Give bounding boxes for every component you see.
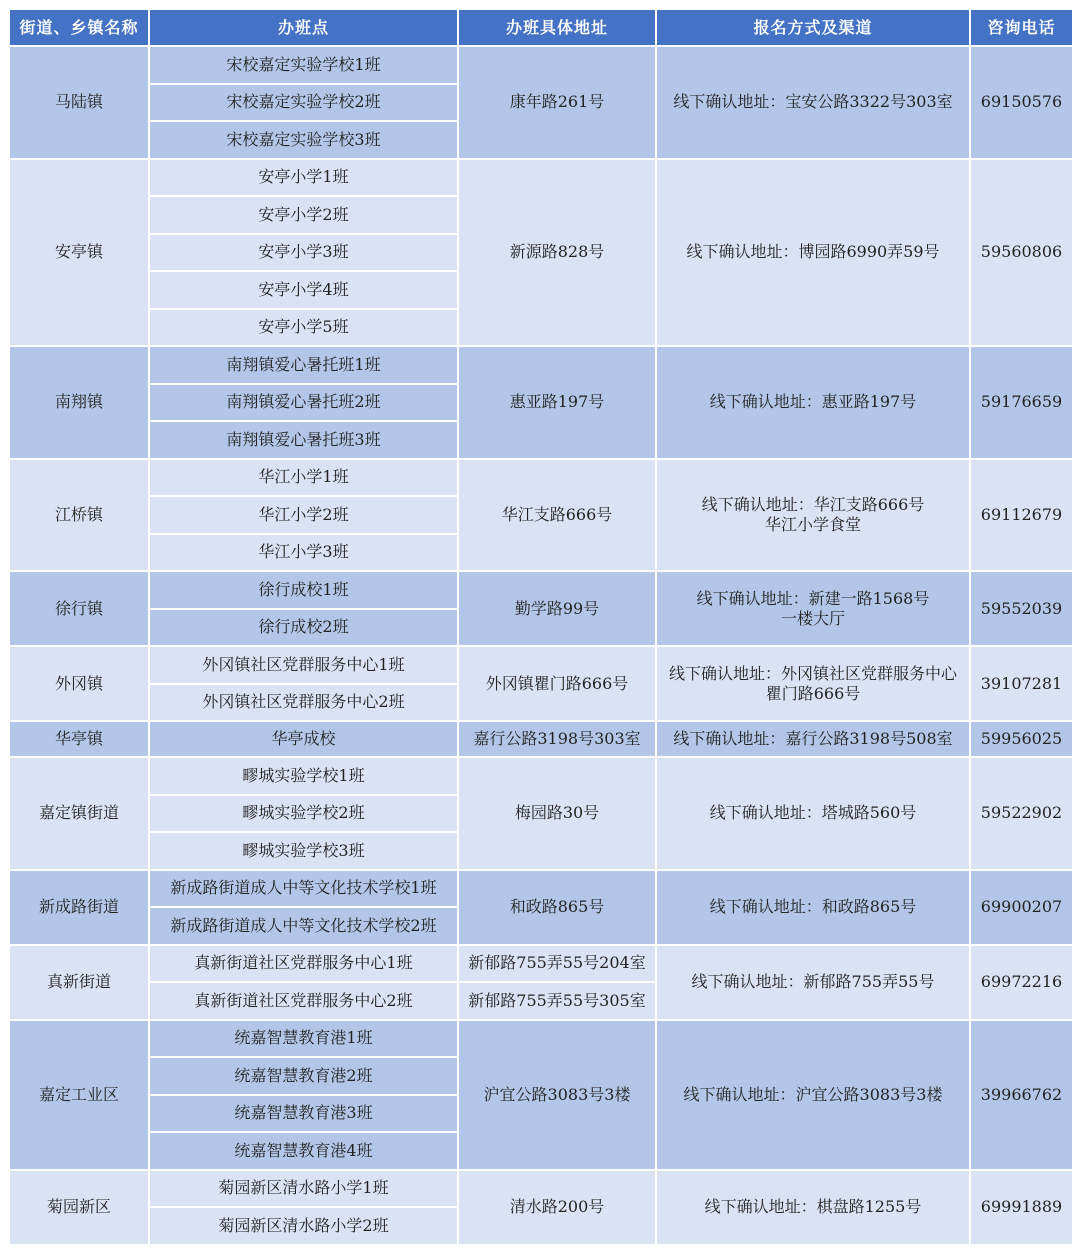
table-row [9,646,1073,684]
class-site-cell: 华亭成校 [149,721,458,757]
signup-cell [656,346,970,459]
class-site-cell: 宋校嘉定实验学校3班 [149,121,458,159]
header-phone: 咨询电话 [970,9,1073,46]
signup-cell [656,46,970,159]
signup-line: 线下确认地址：沪宜公路3083号3楼 [683,1084,943,1104]
table-row [9,159,1073,197]
class-site-cell: 徐行成校1班 [149,571,458,609]
phone-cell: 69900207 [970,870,1073,945]
class-site-cell: 南翔镇爱心暑托班2班 [149,384,458,422]
address-cell: 沪宜公路3083号3楼 [458,1020,656,1170]
signup-cell [656,571,970,646]
address-cell: 新郁路755弄55号305室 [458,982,656,1020]
table-row [9,721,1073,757]
signup-line: 线下确认地址：外冈镇社区党群服务中心 [668,663,957,683]
address-cell: 惠亚路197号 [458,346,656,459]
signup-cell [656,159,970,347]
phone-cell: 59552039 [970,571,1073,646]
address-cell: 和政路865号 [458,870,656,945]
table-row [9,46,1073,84]
phone-cell: 59522902 [970,757,1073,870]
town-name-cell: 南翔镇 [9,346,149,459]
summer-class-table [8,8,1074,1246]
signup-line: 一楼大厅 [780,608,845,628]
address-cell: 新郁路755弄55号204室 [458,945,656,983]
phone-cell: 69112679 [970,459,1073,572]
header-signup: 报名方式及渠道 [656,9,970,46]
town-name-cell: 新成路街道 [9,870,149,945]
town-name-cell: 真新街道 [9,945,149,1020]
phone-cell: 69991889 [970,1170,1073,1245]
table-row [9,1020,1073,1058]
table-row [9,1170,1073,1208]
town-name-cell: 嘉定工业区 [9,1020,149,1170]
address-cell: 康年路261号 [458,46,656,159]
signup-line: 线下确认地址：棋盘路1255号 [704,1197,922,1216]
class-site-cell: 徐行成校2班 [149,609,458,647]
table-row [9,459,1073,497]
phone-cell: 39966762 [970,1020,1073,1170]
signup-cell [656,459,970,572]
signup-line: 线下确认地址：惠亚路197号 [709,392,917,412]
class-site-cell: 外冈镇社区党群服务中心1班 [149,646,458,684]
phone-cell: 59956025 [970,721,1073,757]
class-site-cell: 宋校嘉定实验学校2班 [149,84,458,122]
phone-cell: 59176659 [970,346,1073,459]
address-cell: 外冈镇瞿门路666号 [458,646,656,721]
signup-line: 瞿门路666号 [765,683,861,703]
class-site-cell: 华江小学2班 [149,496,458,534]
signup-line: 华江小学食堂 [764,514,861,534]
signup-line: 线下确认地址：嘉行公路3198号508室 [673,729,953,748]
class-site-cell: 新成路街道成人中等文化技术学校2班 [149,907,458,945]
phone-cell: 69972216 [970,945,1073,1020]
address-cell: 勤学路99号 [458,571,656,646]
class-site-cell: 真新街道社区党群服务中心2班 [149,982,458,1020]
address-cell: 梅园路30号 [458,757,656,870]
signup-cell [656,945,970,1020]
signup-cell [656,1170,970,1245]
class-site-cell: 菊园新区清水路小学1班 [149,1170,458,1208]
class-site-cell: 疁城实验学校2班 [149,795,458,833]
address-cell: 华江支路666号 [458,459,656,572]
phone-cell: 59560806 [970,159,1073,347]
header-address: 办班具体地址 [458,9,656,46]
table-header-row [9,9,1073,46]
table-row [9,346,1073,384]
address-cell: 嘉行公路3198号303室 [458,721,656,757]
signup-line: 线下确认地址：博园路6990弄59号 [686,242,940,262]
signup-line: 线下确认地址：新建一路1568号 [696,588,930,608]
class-site-cell: 南翔镇爱心暑托班3班 [149,421,458,459]
address-cell: 新源路828号 [458,159,656,347]
header-class-site: 办班点 [149,9,458,46]
class-site-cell: 真新街道社区党群服务中心1班 [149,945,458,983]
town-name-cell: 外冈镇 [9,646,149,721]
class-site-cell: 华江小学3班 [149,534,458,572]
class-site-cell: 统嘉智慧教育港1班 [149,1020,458,1058]
signup-cell [656,721,970,757]
town-name-cell: 安亭镇 [9,159,149,347]
town-name-cell: 江桥镇 [9,459,149,572]
town-name-cell: 马陆镇 [9,46,149,159]
signup-cell [656,870,970,945]
class-site-cell: 安亭小学3班 [149,234,458,272]
class-site-cell: 安亭小学5班 [149,309,458,347]
class-site-cell: 疁城实验学校1班 [149,757,458,795]
signup-line: 线下确认地址：和政路865号 [709,897,917,916]
phone-cell: 39107281 [970,646,1073,721]
signup-cell [656,1020,970,1170]
table-row [9,945,1073,983]
table-body [9,46,1073,1245]
class-site-cell: 外冈镇社区党群服务中心2班 [149,684,458,722]
table-row [9,757,1073,795]
class-site-cell: 安亭小学4班 [149,271,458,309]
signup-line: 线下确认地址：塔城路560号 [709,803,917,823]
class-site-cell: 安亭小学2班 [149,196,458,234]
class-site-cell: 华江小学1班 [149,459,458,497]
town-name-cell: 徐行镇 [9,571,149,646]
class-site-cell: 菊园新区清水路小学2班 [149,1207,458,1245]
class-site-cell: 疁城实验学校3班 [149,832,458,870]
signup-line: 线下确认地址：宝安公路3322号303室 [673,92,953,112]
class-site-cell: 南翔镇爱心暑托班1班 [149,346,458,384]
table-row [9,870,1073,908]
class-site-cell: 统嘉智慧教育港2班 [149,1057,458,1095]
class-site-cell: 统嘉智慧教育港4班 [149,1132,458,1170]
town-name-cell: 菊园新区 [9,1170,149,1245]
signup-cell [656,757,970,870]
signup-line: 线下确认地址：新郁路755弄55号 [691,972,935,991]
class-site-cell: 新成路街道成人中等文化技术学校1班 [149,870,458,908]
class-site-cell: 统嘉智慧教育港3班 [149,1095,458,1133]
table-row [9,571,1073,609]
phone-cell: 69150576 [970,46,1073,159]
class-site-cell: 安亭小学1班 [149,159,458,197]
signup-line: 线下确认地址：华江支路666号 [701,494,925,514]
class-site-cell: 宋校嘉定实验学校1班 [149,46,458,84]
town-name-cell: 嘉定镇街道 [9,757,149,870]
address-cell: 清水路200号 [458,1170,656,1245]
signup-cell [656,646,970,721]
town-name-cell: 华亭镇 [9,721,149,757]
header-town: 街道、乡镇名称 [9,9,149,46]
